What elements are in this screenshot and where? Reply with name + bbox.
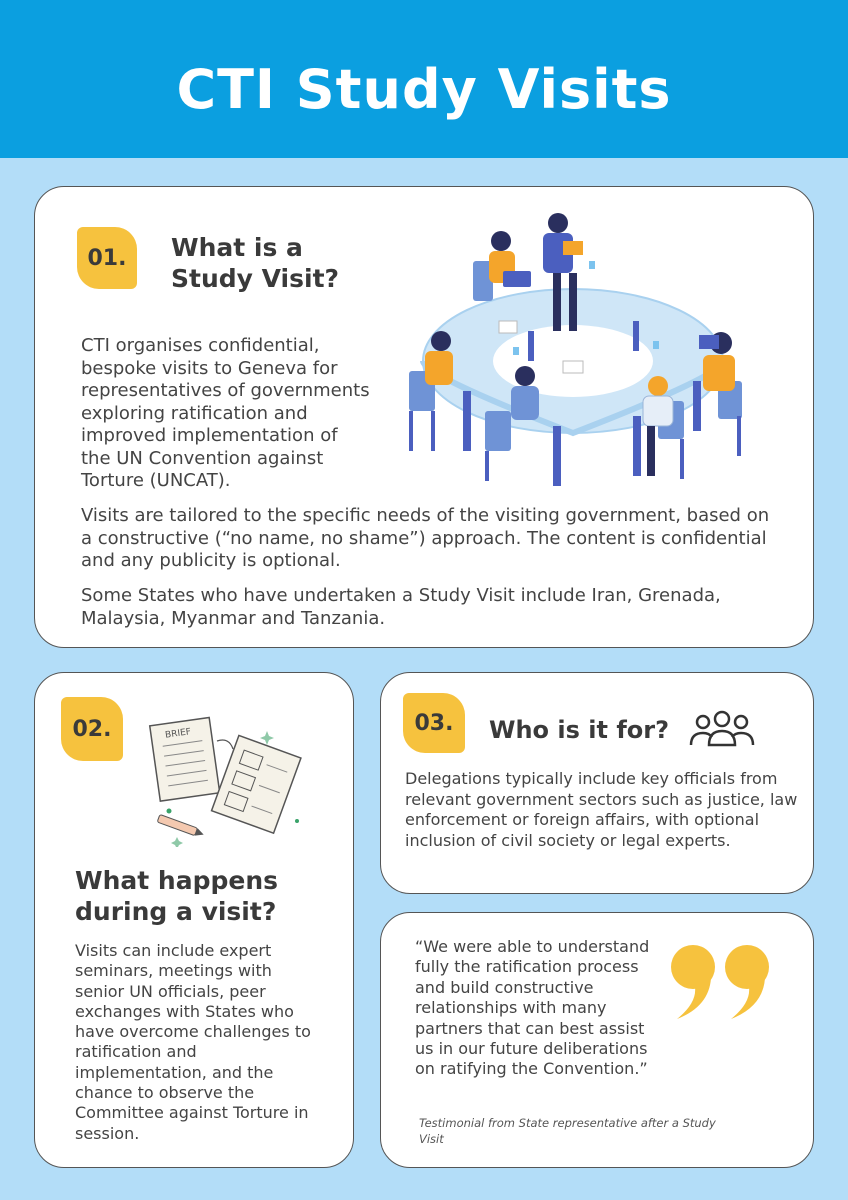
section-number-badge: 03. [403, 693, 465, 753]
people-group-icon [689, 709, 755, 749]
section-title: Who is it for? [489, 716, 670, 744]
quote-mark-icon [667, 941, 777, 1023]
brief-label: BRIEF [164, 727, 192, 741]
testimonial-card [380, 912, 814, 1168]
section-title: What happens during a visit? [75, 866, 278, 926]
who-is-it-for-text: Delegations typically include key officials from relevant government sectors such as justice, law enforcement or foreign affairs, with optional inclusion of civil society or legal experts. [405, 769, 798, 850]
who-is-it-for-card [380, 672, 814, 894]
what-is-study-visit-card [34, 186, 814, 648]
what-happens-card [34, 672, 354, 1168]
intro-text: CTI organises confidential, bespoke visits to Geneva for representatives of governments exploring ratification and improved implementation of the UN Convention against Torture (UNCAT). [81, 335, 370, 491]
what-happens-text: Visits can include expert seminars, meetings with senior UN officials, peer exchanges with States who have overcome challenges to ratification and implementation, and the chance to observe the Committee against Torture in session. [75, 941, 311, 1143]
documents-illustration [147, 711, 307, 847]
page-title: CTI Study Visits [176, 57, 672, 121]
states-list-text: Some States who have undertaken a Study Visit include Iran, Grenada, Malaysia, Myanmar and Tanzania. [81, 585, 721, 629]
section-number-badge: 01. [77, 227, 137, 289]
section-number-badge: 02. [61, 697, 123, 761]
page-header [0, 0, 848, 158]
section-title: What is a Study Visit? [171, 233, 340, 293]
testimonial-quote: “We were able to understand fully the ratification process and build constructive relationships with many partners that can best assist us in our future deliberations on ratifying the Convention.” [415, 937, 650, 1079]
meeting-table-illustration [403, 211, 753, 501]
testimonial-attribution: Testimonial from State representative after a Study Visit [419, 1116, 716, 1146]
tailored-visits-text: Visits are tailored to the specific needs of the visiting government, based on a constructive (“no name, no shame”) approach. The content is confidential and any publicity is optional. [81, 505, 770, 571]
